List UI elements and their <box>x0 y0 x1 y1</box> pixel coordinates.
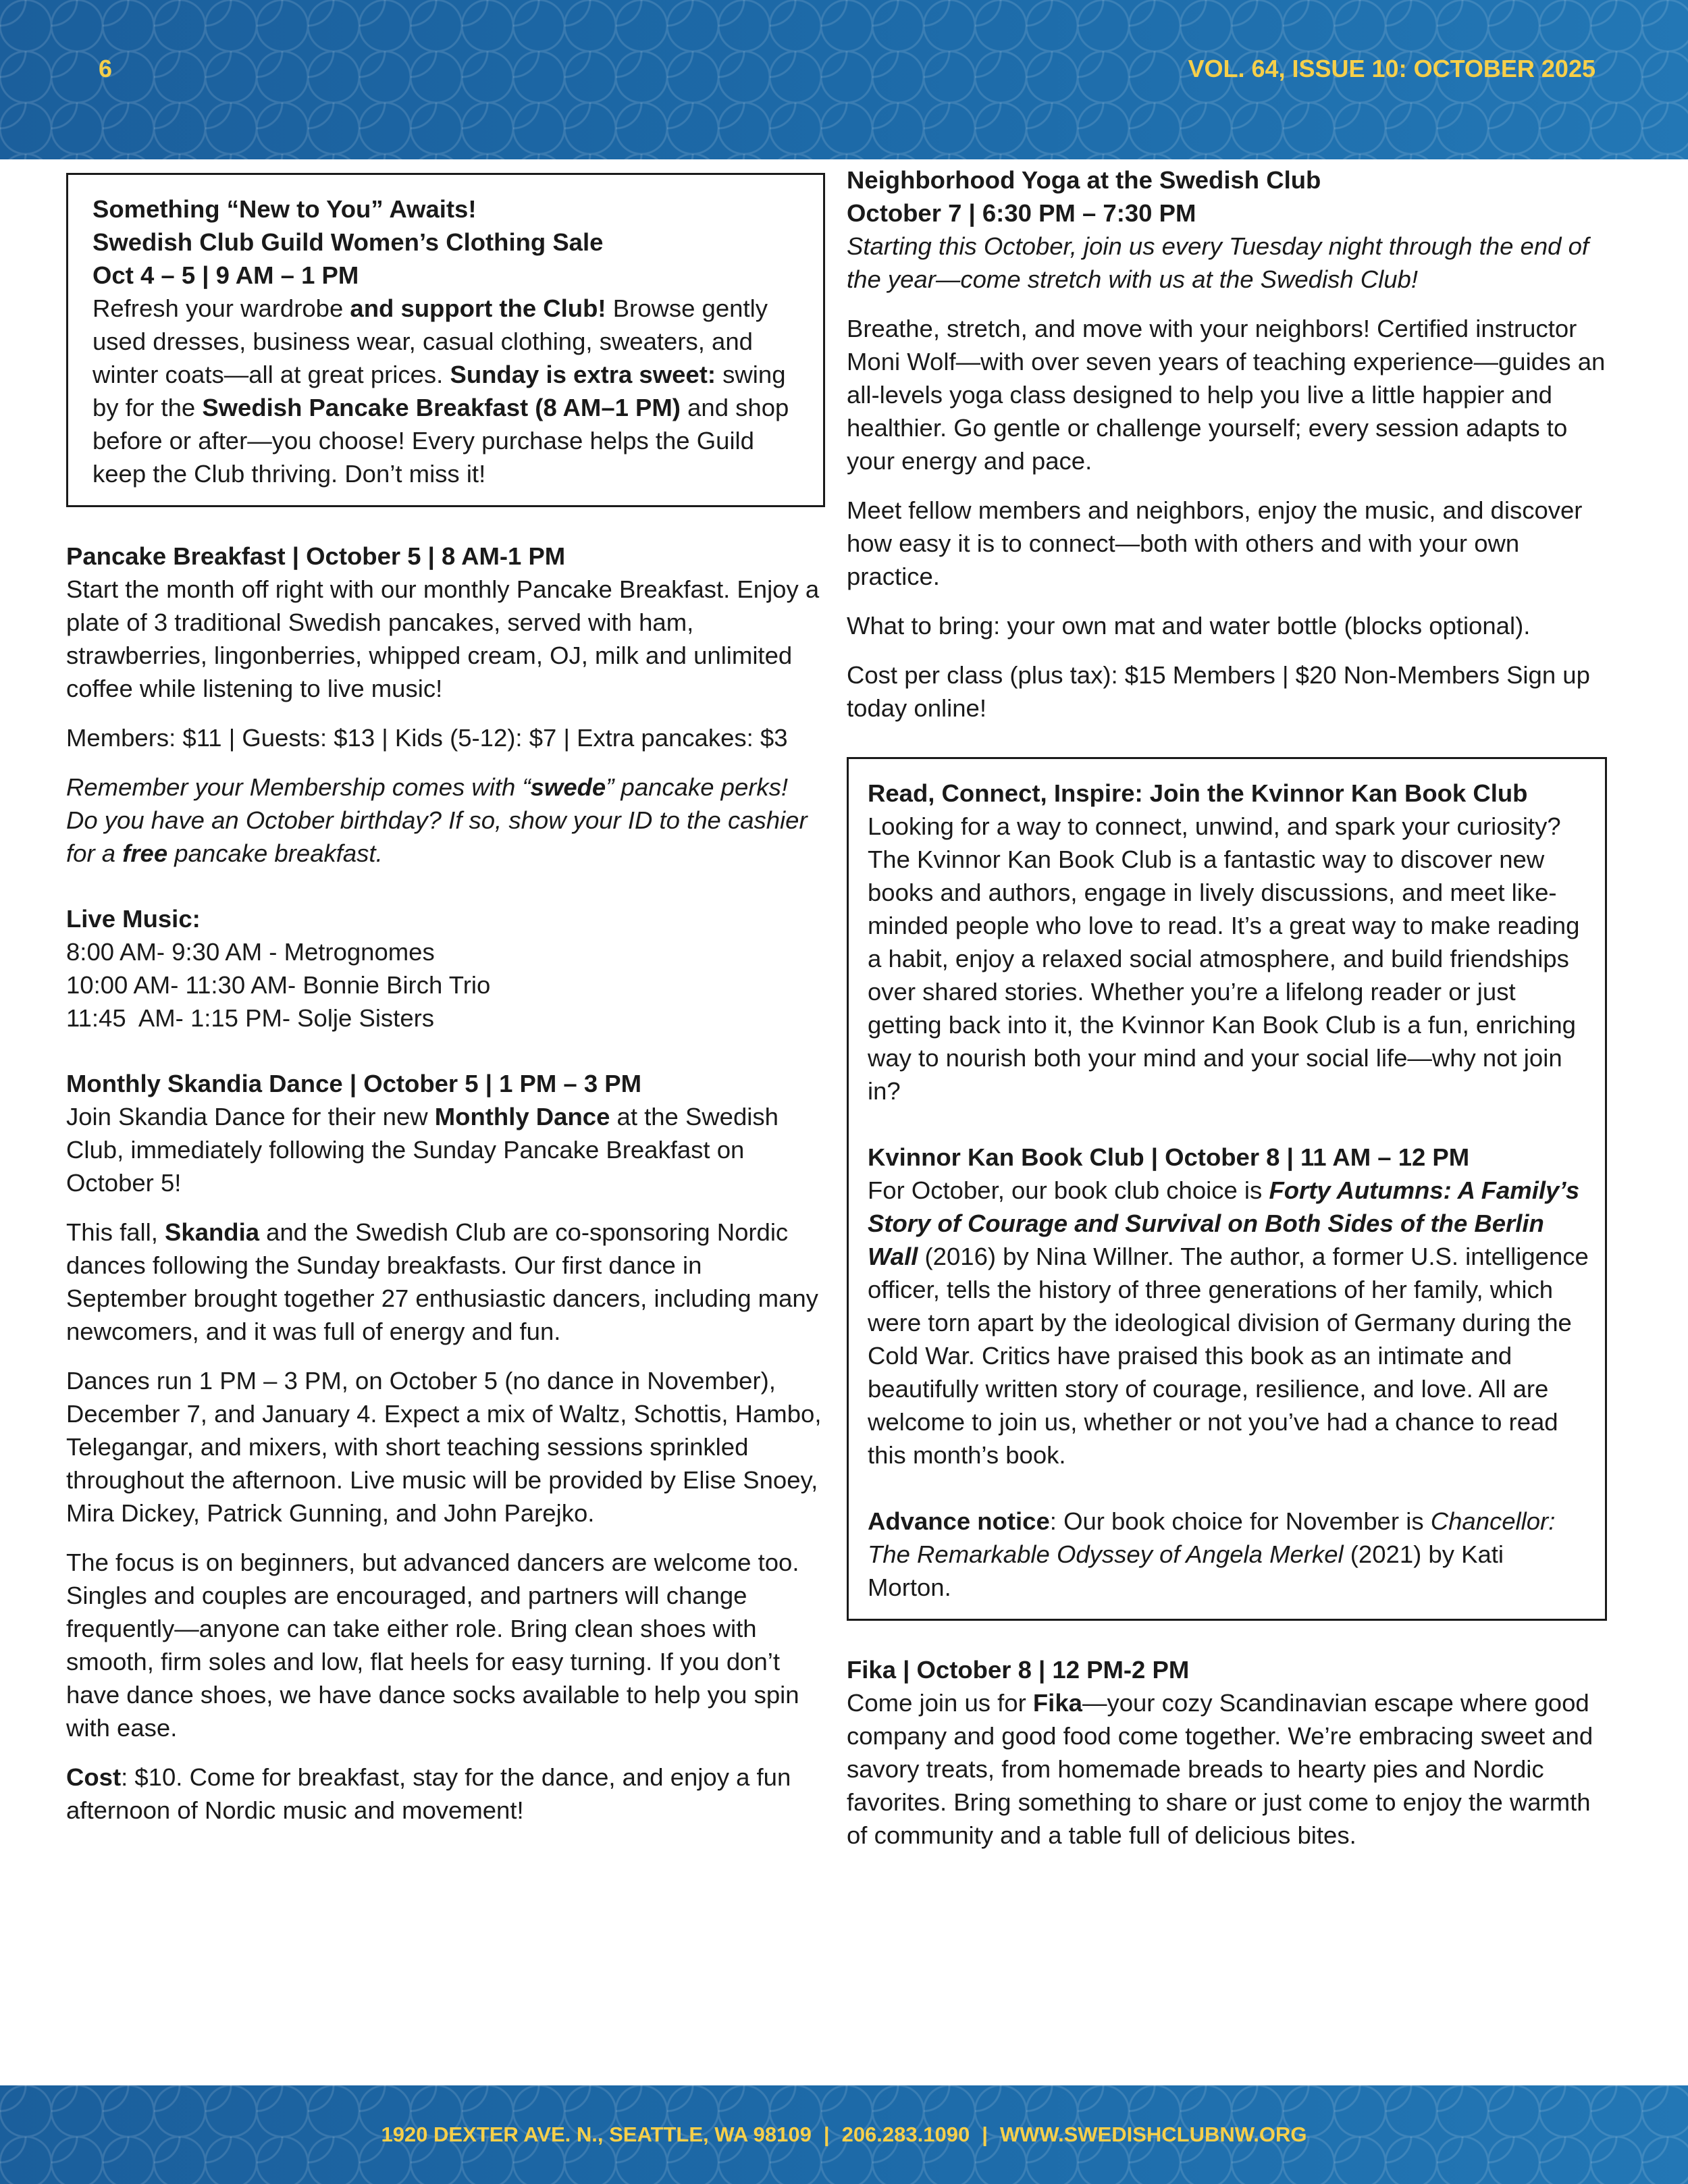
footer-separator: | <box>823 2123 830 2146</box>
clothing-sale-body: Refresh your wardrobe and support the Club! Browse gently used dresses, business wear, casual clothing, sweaters, and winter coats—all at great prices. Sunday is extra sweet: swing by for the Swedish Pancake Breakfast (8 AM–1 PM) and shop before or after—you choose! Every purchase helps the Guild keep the Club thriving. Don’t miss it! <box>93 294 789 488</box>
live-music-line: 10:00 AM- 11:30 AM- Bonnie Birch Trio <box>66 971 491 999</box>
issue-label: VOL. 64, ISSUE 10: OCTOBER 2025 <box>1188 55 1595 82</box>
pancake-section <box>66 540 825 870</box>
skandia-paragraph: This fall, Skandia and the Swedish Club are co-sponsoring Nordic dances following the Sunday breakfasts. Our first dance in September brought together 27 enthusiastic dancers, including many newcomers, and it was full of energy and fun. <box>66 1218 818 1345</box>
clothing-sale-box <box>66 173 825 507</box>
live-music-heading: Live Music: <box>66 905 201 933</box>
book-club-meeting-heading: Kvinnor Kan Book Club | October 8 | 11 AM – 12 PM <box>868 1143 1470 1171</box>
pancake-body: Start the month off right with our monthly Pancake Breakfast. Enjoy a plate of 3 traditional Swedish pancakes, served with ham, strawberries, lingonberries, whipped cream, OJ, milk and unlimited coffee while listening to live music! <box>66 575 820 702</box>
footer-website-link[interactable]: WWW.SWEDISHCLUBNW.ORG <box>999 2123 1307 2146</box>
yoga-cost: Cost per class (plus tax): $15 Members | $20 Non-Members Sign up today online! <box>847 661 1590 722</box>
footer-phone[interactable]: 206.283.1090 <box>841 2123 970 2146</box>
fika-body: Come join us for Fika—your cozy Scandinavian escape where good company and good food come together. We’re embracing sweet and savory treats, from homemade breads to hearty pies and Nordic favorites. Bring something to share or just come to enjoy the warmth of community and a table full of delicious bites. <box>847 1689 1593 1849</box>
yoga-date: October 7 | 6:30 PM – 7:30 PM <box>847 199 1196 227</box>
live-music-section <box>66 902 825 1035</box>
pancake-heading: Pancake Breakfast | October 5 | 8 AM-1 PM <box>66 542 566 570</box>
book-club-choice: For October, our book club choice is Forty Autumns: A Family’s Story of Courage and Survival on Both Sides of the Berlin Wall (2016) by Nina Willner. The author, a former U.S. intelligence officer, tells the history of three generations of her family, which were torn apart by the ideological division of Germany during the Cold War. Critics have praised this book as an intimate and beautifully written story of courage, resilience, and love. All are welcome to join us, whether or not you’ve had a chance to read this month’s book. <box>868 1176 1589 1469</box>
pancake-prices: Members: $11 | Guests: $13 | Kids (5-12): $7 | Extra pancakes: $3 <box>66 724 788 752</box>
fika-section <box>847 1653 1607 1852</box>
clothing-sale-date: Oct 4 – 5 | 9 AM – 1 PM <box>93 261 359 289</box>
left-column <box>66 173 825 1827</box>
header-band <box>0 0 1688 159</box>
book-club-intro: Looking for a way to connect, unwind, and spark your curiosity? The Kvinnor Kan Book Club is a fantastic way to discover new books and authors, engage in lively discussions, and meet like-minded people who love to read. It’s a great way to make reading a habit, enjoy a relaxed social atmosphere, and build friendships over shared stories. Whether you’re a lifelong reader or just getting back into it, the Kvinnor Kan Book Club is a fun, enriching way to nourish both your mind and your social life—why not join in? <box>868 812 1580 1105</box>
skandia-heading: Monthly Skandia Dance | October 5 | 1 PM – 3 PM <box>66 1070 642 1097</box>
book-club-heading: Read, Connect, Inspire: Join the Kvinnor Kan Book Club <box>868 779 1528 807</box>
skandia-intro: Join Skandia Dance for their new Monthly Dance at the Swedish Club, immediately following the Sunday Pancake Breakfast on October 5! <box>66 1103 779 1197</box>
book-club-box <box>847 757 1607 1621</box>
skandia-paragraph: Dances run 1 PM – 3 PM, on October 5 (no dance in November), December 7, and January 4. Expect a mix of Waltz, Schottis, Hambo, Telegangar, and mixers, with short teaching sessions sprinkled throughout the afternoon. Live music will be provided by Elise Snoey, Mira Dickey, Patrick Gunning, and John Parejko. <box>66 1367 822 1527</box>
book-club-advance-notice: Advance notice: Our book choice for November is Chancellor: The Remarkable Odyssey of Angela Merkel (2021) by Kati Morton. <box>868 1507 1556 1601</box>
yoga-section <box>847 163 1607 725</box>
live-music-line: 11:45 AM- 1:15 PM- Solje Sisters <box>66 1004 435 1032</box>
yoga-intro: Starting this October, join us every Tuesday night through the end of the year—come stretch with us at the Swedish Club! <box>847 232 1589 293</box>
clothing-sale-subtitle: Swedish Club Guild Women’s Clothing Sale <box>93 228 604 256</box>
skandia-paragraph: The focus is on beginners, but advanced dancers are welcome too. Singles and couples are encouraged, and partners will change frequently—anyone can take either role. Bring clean shoes with smooth, firm soles and low, flat heels for easy turning. If you don’t have dance shoes, we have dance socks available to help you spin with ease. <box>66 1549 799 1742</box>
clothing-sale-title: Something “New to You” Awaits! <box>93 195 477 223</box>
footer-address: 1920 DEXTER AVE. N., SEATTLE, WA 98109 <box>381 2123 812 2146</box>
skandia-section <box>66 1067 825 1827</box>
footer-separator: | <box>982 2123 988 2146</box>
yoga-paragraph: Meet fellow members and neighbors, enjoy the music, and discover how easy it is to connect—both with others and with your own practice. <box>847 496 1583 590</box>
page-number: 6 <box>99 55 113 82</box>
yoga-paragraph: What to bring: your own mat and water bottle (blocks optional). <box>847 612 1531 640</box>
pancake-perks: Remember your Membership comes with “swede” pancake perks! Do you have an October birthday? If so, show your ID to the cashier for a free pancake breakfast. <box>66 773 808 867</box>
footer-contact <box>0 2121 1688 2148</box>
yoga-paragraph: Breathe, stretch, and move with your neighbors! Certified instructor Moni Wolf—with over seven years of teaching experience—guides an all-levels yoga class designed to help you live a little happier and healthier. Go gentle or challenge yourself; every session adapts to your energy and pace. <box>847 315 1606 475</box>
skandia-cost: Cost: $10. Come for breakfast, stay for the dance, and enjoy a fun afternoon of Nordic music and movement! <box>66 1763 791 1824</box>
right-column <box>847 166 1607 1852</box>
fika-heading: Fika | October 8 | 12 PM-2 PM <box>847 1656 1190 1684</box>
yoga-heading: Neighborhood Yoga at the Swedish Club <box>847 166 1321 194</box>
live-music-line: 8:00 AM- 9:30 AM - Metrognomes <box>66 938 435 966</box>
